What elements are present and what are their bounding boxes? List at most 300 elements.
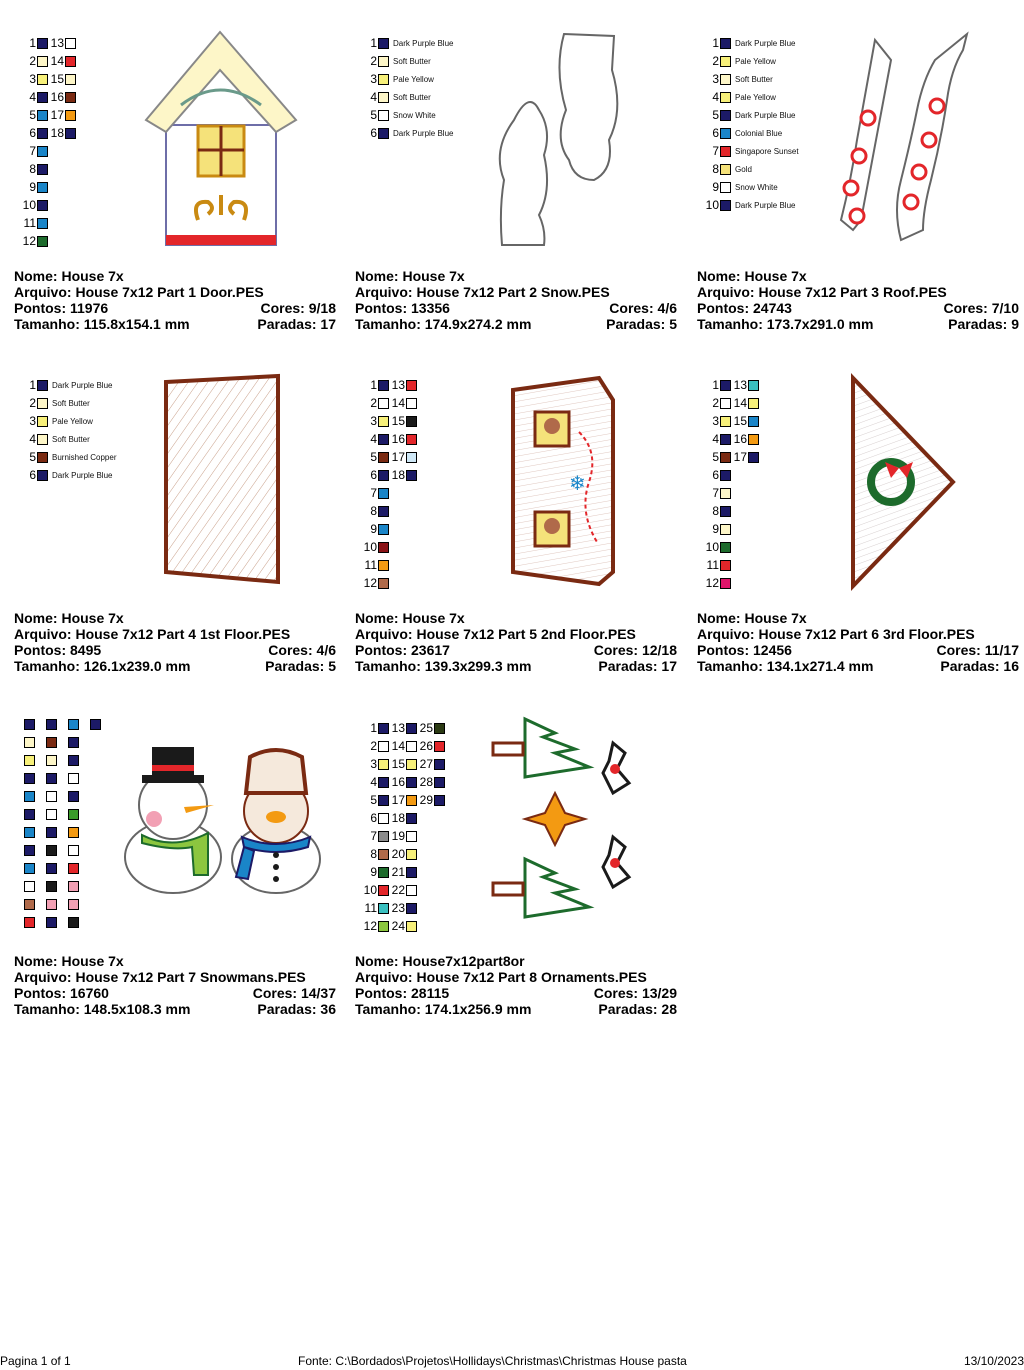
design-card-6 <box>691 364 1021 684</box>
palette-row <box>357 863 445 881</box>
color-number: 17 <box>50 108 64 122</box>
color-name: Pale Yellow <box>393 74 434 84</box>
color-swatch <box>68 773 79 784</box>
pontos-value: 12456 <box>753 642 792 658</box>
color-number: 16 <box>391 432 405 446</box>
info-line <box>355 969 677 985</box>
info-line <box>14 969 336 985</box>
color-number: 15 <box>391 414 405 428</box>
color-swatch <box>378 723 389 734</box>
color-number: 7 <box>29 144 36 158</box>
color-swatch <box>378 434 389 445</box>
arquivo-value: House 7x12 Part 2 Snow.PES <box>416 284 610 300</box>
cores-field <box>261 300 337 316</box>
pontos-label: Pontos: <box>355 642 408 658</box>
palette-row <box>16 394 116 412</box>
info-line <box>355 316 677 332</box>
pontos-value: 11976 <box>70 300 109 316</box>
color-swatch <box>378 903 389 914</box>
color-swatch <box>46 881 57 892</box>
palette-row <box>16 70 76 88</box>
palette-row <box>357 538 417 556</box>
color-swatch <box>434 777 445 788</box>
color-number: 4 <box>370 775 377 789</box>
color-number: 8 <box>370 504 377 518</box>
color-number: 8 <box>712 162 719 176</box>
paradas-field <box>940 658 1019 674</box>
color-number: 6 <box>370 468 377 482</box>
info-line <box>355 658 677 674</box>
color-swatch <box>748 416 759 427</box>
color-number: 3 <box>29 72 36 86</box>
color-number: 15 <box>50 72 64 86</box>
color-swatch <box>24 827 35 838</box>
color-number: 7 <box>370 486 377 500</box>
palette-row <box>357 791 445 809</box>
color-swatch <box>46 773 57 784</box>
color-swatch <box>406 849 417 860</box>
palette-row <box>16 160 76 178</box>
arquivo-field <box>697 626 975 642</box>
paradas-field <box>948 316 1019 332</box>
color-swatch <box>68 719 79 730</box>
palette-row <box>699 520 759 538</box>
color-swatch <box>46 755 57 766</box>
palette-row <box>357 845 445 863</box>
palette-row <box>699 502 759 520</box>
color-palette <box>16 376 116 484</box>
color-swatch <box>720 506 731 517</box>
palette-row <box>699 394 759 412</box>
color-swatch <box>37 38 48 49</box>
color-swatch <box>378 506 389 517</box>
palette-row <box>357 502 417 520</box>
tamanho-field <box>697 316 873 332</box>
source-path: Fonte: C:\Bordados\Projetos\Hollidays\Christmas\Christmas House pasta <box>298 1354 687 1368</box>
color-swatch <box>378 795 389 806</box>
info-line <box>697 316 1019 332</box>
cores-label: Cores: <box>936 642 981 658</box>
palette-row <box>16 124 76 142</box>
color-number: 5 <box>29 450 36 464</box>
arquivo-label: Arquivo: <box>355 969 413 985</box>
color-swatch <box>406 470 417 481</box>
color-number: 1 <box>370 378 377 392</box>
color-number: 8 <box>712 504 719 518</box>
color-swatch <box>378 488 389 499</box>
tamanho-field <box>355 1001 531 1017</box>
nome-field <box>355 268 465 284</box>
info-line <box>697 642 1019 658</box>
palette-row <box>357 917 445 935</box>
info-line <box>14 985 336 1001</box>
cores-value: 9/18 <box>308 300 336 316</box>
paradas-label: Paradas: <box>257 316 317 332</box>
palette-row <box>16 196 76 214</box>
arquivo-field <box>697 284 947 300</box>
color-number: 2 <box>29 54 36 68</box>
tamanho-field <box>355 658 531 674</box>
color-number: 2 <box>370 54 377 68</box>
color-number: 1 <box>370 36 377 50</box>
color-swatch <box>37 470 48 481</box>
cores-field <box>594 642 677 658</box>
tamanho-value: 174.9x274.2 mm <box>424 316 532 332</box>
info-line <box>14 300 336 316</box>
color-name: Burnished Copper <box>52 452 117 462</box>
color-swatch <box>434 759 445 770</box>
arquivo-field <box>14 969 306 985</box>
palette-column <box>68 719 79 935</box>
arquivo-value: House 7x12 Part 1 Door.PES <box>75 284 264 300</box>
arquivo-field <box>355 284 610 300</box>
color-number: 19 <box>391 829 405 843</box>
design-info <box>355 268 677 332</box>
arquivo-label: Arquivo: <box>14 626 72 642</box>
color-swatch <box>37 218 48 229</box>
color-number: 4 <box>712 90 719 104</box>
palette-row <box>16 106 76 124</box>
color-swatch <box>378 741 389 752</box>
arquivo-label: Arquivo: <box>697 626 755 642</box>
color-number: 3 <box>370 72 377 86</box>
cores-label: Cores: <box>609 300 654 316</box>
palette-row <box>357 448 417 466</box>
color-swatch <box>720 470 731 481</box>
color-number: 9 <box>370 522 377 536</box>
palette-row <box>357 70 453 88</box>
color-swatch <box>378 470 389 481</box>
door-design-image <box>136 30 316 250</box>
arquivo-value: House 7x12 Part 7 Snowmans.PES <box>75 969 306 985</box>
pontos-value: 23617 <box>411 642 450 658</box>
cores-value: 7/10 <box>991 300 1019 316</box>
color-swatch <box>37 416 48 427</box>
paradas-value: 36 <box>320 1001 336 1017</box>
color-palette <box>16 34 76 250</box>
color-number: 1 <box>29 378 36 392</box>
color-swatch <box>24 791 35 802</box>
color-swatch <box>37 56 48 67</box>
first-floor-design-image <box>156 372 286 592</box>
color-swatch <box>37 236 48 247</box>
nome-label: Nome: <box>14 610 58 626</box>
cores-field <box>594 985 677 1001</box>
palette-row <box>357 827 445 845</box>
pontos-field <box>355 300 450 316</box>
tamanho-label: Tamanho: <box>14 658 80 674</box>
color-swatch <box>46 719 57 730</box>
color-number: 4 <box>712 432 719 446</box>
color-swatch <box>378 110 389 121</box>
info-line <box>355 300 677 316</box>
arquivo-field <box>355 626 636 642</box>
color-number: 10 <box>363 540 377 554</box>
info-line <box>14 284 336 300</box>
color-swatch <box>37 128 48 139</box>
palette-row <box>16 142 76 160</box>
design-info <box>14 268 336 332</box>
pontos-field <box>697 300 792 316</box>
info-line <box>355 284 677 300</box>
color-swatch <box>378 560 389 571</box>
paradas-label: Paradas: <box>606 316 666 332</box>
palette-row <box>357 394 417 412</box>
color-swatch <box>68 899 79 910</box>
palette-row <box>357 124 453 142</box>
cores-label: Cores: <box>593 985 639 1001</box>
paradas-value: 17 <box>320 316 336 332</box>
color-swatch <box>68 827 79 838</box>
pontos-label: Pontos: <box>14 642 67 658</box>
nome-label: Nome: <box>355 953 399 969</box>
color-name: Pale Yellow <box>52 416 93 426</box>
color-number: 1 <box>712 36 719 50</box>
color-name: Colonial Blue <box>735 128 783 138</box>
info-line <box>697 268 1019 284</box>
color-swatch <box>37 182 48 193</box>
palette-row <box>357 773 445 791</box>
color-swatch <box>378 542 389 553</box>
design-info <box>14 953 336 1017</box>
pontos-field <box>355 985 449 1001</box>
color-number: 5 <box>370 450 377 464</box>
color-number: 10 <box>705 540 719 554</box>
info-line <box>355 1001 677 1017</box>
nome-field <box>14 268 124 284</box>
color-number: 3 <box>370 414 377 428</box>
color-number: 6 <box>370 811 377 825</box>
color-swatch <box>378 578 389 589</box>
color-swatch <box>378 849 389 860</box>
palette-row <box>357 574 417 592</box>
info-line <box>697 658 1019 674</box>
palette-row <box>16 232 76 250</box>
color-swatch <box>378 128 389 139</box>
color-number: 17 <box>733 450 747 464</box>
color-number: 1 <box>712 378 719 392</box>
design-info <box>14 610 336 674</box>
color-name: Soft Butter <box>735 74 773 84</box>
color-swatch <box>406 398 417 409</box>
palette-row <box>16 466 116 484</box>
nome-label: Nome: <box>14 953 58 969</box>
color-number: 28 <box>419 775 433 789</box>
palette-row <box>16 88 76 106</box>
color-swatch <box>37 110 48 121</box>
arquivo-label: Arquivo: <box>14 969 72 985</box>
color-swatch <box>748 452 759 463</box>
color-number: 11 <box>706 558 719 572</box>
arquivo-value: House 7x12 Part 8 Ornaments.PES <box>416 969 647 985</box>
palette-row <box>357 737 445 755</box>
color-swatch <box>46 791 57 802</box>
nome-value: House 7x <box>402 268 465 284</box>
tamanho-label: Tamanho: <box>355 316 421 332</box>
palette-row <box>699 52 799 70</box>
color-swatch <box>24 737 35 748</box>
color-swatch <box>720 38 731 49</box>
color-swatch <box>406 452 417 463</box>
paradas-label: Paradas: <box>940 658 1000 674</box>
color-name: Snow White <box>393 110 436 120</box>
nome-value: House 7x <box>61 268 124 284</box>
info-line <box>14 268 336 284</box>
color-swatch <box>68 863 79 874</box>
info-line <box>14 1001 336 1017</box>
color-swatch <box>378 867 389 878</box>
color-swatch <box>378 416 389 427</box>
tamanho-field <box>14 1001 190 1017</box>
color-swatch <box>68 917 79 928</box>
pontos-value: 24743 <box>753 300 792 316</box>
palette-column <box>90 719 101 737</box>
color-swatch <box>46 827 57 838</box>
color-palette <box>699 376 759 592</box>
color-number: 2 <box>712 396 719 410</box>
color-swatch <box>37 92 48 103</box>
color-swatch <box>65 56 76 67</box>
color-number: 13 <box>733 378 747 392</box>
pontos-field <box>14 985 109 1001</box>
palette-row <box>699 88 799 106</box>
design-card-8 <box>349 707 679 1027</box>
color-number: 13 <box>50 36 64 50</box>
palette-row <box>699 466 759 484</box>
tamanho-label: Tamanho: <box>697 316 763 332</box>
color-number: 12 <box>363 576 377 590</box>
palette-row <box>699 412 759 430</box>
color-number: 3 <box>29 414 36 428</box>
info-line <box>14 316 336 332</box>
color-swatch <box>378 452 389 463</box>
color-swatch <box>720 398 731 409</box>
color-swatch <box>68 845 79 856</box>
color-swatch <box>406 903 417 914</box>
paradas-label: Paradas: <box>598 1001 658 1017</box>
palette-row <box>16 34 76 52</box>
paradas-value: 17 <box>661 658 677 674</box>
palette-row <box>16 52 76 70</box>
info-line <box>14 626 336 642</box>
nome-field <box>697 610 807 626</box>
color-number: 5 <box>712 450 719 464</box>
color-name: Singapore Sunset <box>735 146 799 156</box>
palette-row <box>357 88 453 106</box>
palette-row <box>699 142 799 160</box>
palette-row <box>699 556 759 574</box>
color-number: 8 <box>29 162 36 176</box>
color-number: 14 <box>391 396 405 410</box>
color-swatch <box>46 845 57 856</box>
paradas-value: 16 <box>1003 658 1019 674</box>
paradas-value: 9 <box>1011 316 1019 332</box>
paradas-field <box>606 316 677 332</box>
paradas-field <box>265 658 336 674</box>
cores-value: 13/29 <box>641 985 677 1001</box>
color-swatch <box>46 737 57 748</box>
color-number: 4 <box>370 90 377 104</box>
color-swatch <box>720 542 731 553</box>
print-date: 13/10/2023 <box>963 1354 1024 1368</box>
palette-row <box>357 34 453 52</box>
design-card-1 <box>8 22 338 342</box>
palette-row <box>699 376 759 394</box>
color-swatch <box>378 524 389 535</box>
palette-column <box>46 719 57 935</box>
pontos-label: Pontos: <box>14 300 67 316</box>
color-swatch <box>65 128 76 139</box>
color-number: 17 <box>391 793 405 807</box>
color-number: 4 <box>29 90 36 104</box>
color-number: 9 <box>712 522 719 536</box>
info-line <box>355 268 677 284</box>
palette-row <box>699 160 799 178</box>
arquivo-value: House 7x12 Part 4 1st Floor.PES <box>75 626 291 642</box>
paradas-label: Paradas: <box>265 658 325 674</box>
color-number: 6 <box>712 126 719 140</box>
tamanho-label: Tamanho: <box>14 1001 80 1017</box>
color-swatch <box>378 813 389 824</box>
nome-field <box>14 610 124 626</box>
svg-text:❄: ❄ <box>569 471 586 495</box>
color-swatch <box>46 899 57 910</box>
color-name: Soft Butter <box>393 56 431 66</box>
color-number: 12 <box>705 576 719 590</box>
palette-row <box>699 178 799 196</box>
color-swatch <box>65 38 76 49</box>
color-swatch <box>37 434 48 445</box>
color-number: 21 <box>391 865 405 879</box>
pontos-label: Pontos: <box>355 985 408 1001</box>
palette-row <box>16 412 116 430</box>
color-number: 7 <box>712 486 719 500</box>
color-name: Dark Purple Blue <box>52 380 113 390</box>
color-number: 16 <box>733 432 747 446</box>
info-line <box>697 284 1019 300</box>
info-line <box>355 610 677 626</box>
palette-row <box>357 755 445 773</box>
arquivo-value: House 7x12 Part 6 3rd Floor.PES <box>758 626 975 642</box>
nome-label: Nome: <box>355 610 399 626</box>
color-name: Dark Purple Blue <box>393 128 454 138</box>
palette-row <box>699 70 799 88</box>
color-number: 18 <box>50 126 64 140</box>
color-palette <box>357 34 453 142</box>
color-number: 10 <box>22 198 36 212</box>
arquivo-label: Arquivo: <box>355 284 413 300</box>
color-number: 6 <box>29 468 36 482</box>
cores-label: Cores: <box>268 642 313 658</box>
color-swatch <box>406 434 417 445</box>
color-swatch <box>720 110 731 121</box>
color-name: Snow White <box>735 182 778 192</box>
palette-row <box>357 719 445 737</box>
snow-design-image <box>484 30 644 250</box>
color-number: 27 <box>419 757 433 771</box>
color-swatch <box>720 200 731 211</box>
color-swatch <box>65 110 76 121</box>
cores-field <box>944 300 1020 316</box>
palette-row <box>699 448 759 466</box>
palette-row <box>357 520 417 538</box>
color-name: Dark Purple Blue <box>735 200 796 210</box>
color-number: 29 <box>419 793 433 807</box>
color-swatch <box>720 524 731 535</box>
color-swatch <box>24 863 35 874</box>
color-swatch <box>720 182 731 193</box>
design-info <box>355 953 677 1017</box>
